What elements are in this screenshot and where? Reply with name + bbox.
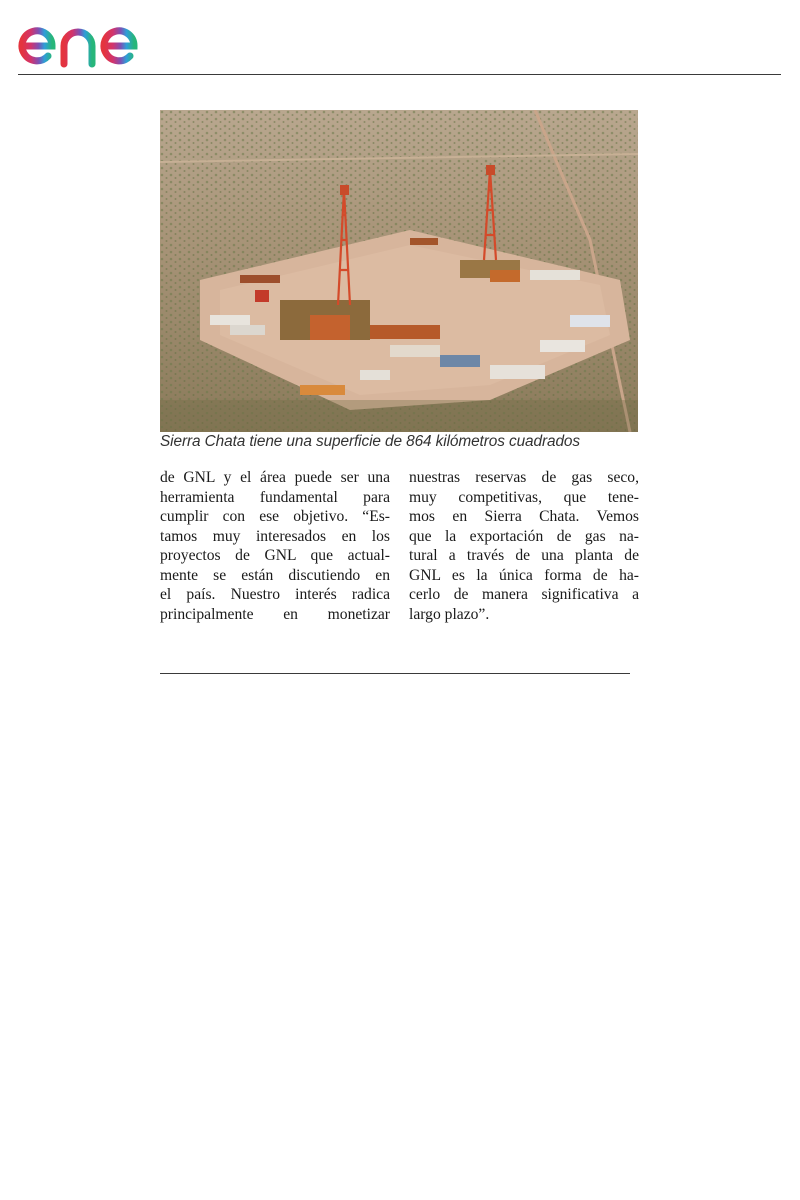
article-line: proyectos de GNL que actual- [160,547,390,564]
article-line: mente se están discutiendo en [160,566,390,584]
article-line: muy competitivas, que tene- [409,488,639,506]
oil-drilling-site-photo [160,110,638,432]
article-line: nuestras reservas de gas seco, [409,469,639,486]
article-line: herramienta fundamental para [160,488,390,506]
article-line: que la exportación de gas na- [409,527,639,545]
article-line: tamos muy interesados en los [160,527,390,545]
article-end-divider [160,673,630,674]
article-line: de GNL y el área puede ser una [160,469,390,486]
article-line: principalmente en monetizar [160,605,390,623]
article-line: GNL es la única forma de ha- [409,566,639,584]
article-line: tural a través de una planta de [409,547,639,564]
article-line: cerlo de manera significativa a [409,586,639,603]
enel-logo [18,8,168,68]
header-divider [18,74,781,75]
photo-caption: Sierra Chata tiene una superficie de 864 kilómetros cuadrados [160,433,580,450]
article-line: el país. Nuestro interés radica [160,586,390,603]
article-column-right [409,468,639,624]
article-line: largo plazo”. [409,605,490,623]
article-line: cumplir con ese objetivo. “Es- [160,508,390,525]
article-line: mos en Sierra Chata. Vemos [409,508,639,525]
page-header [0,0,800,76]
article-column-left [160,468,390,624]
